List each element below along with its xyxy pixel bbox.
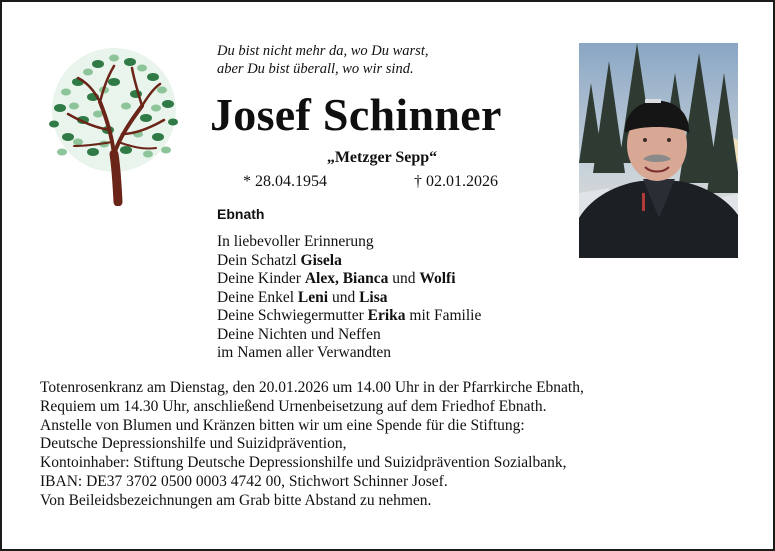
mourners-line bbox=[217, 252, 557, 271]
notice-line: Von Beileidsbezeichnungen am Grab bitte Abstand zu nehmen. bbox=[40, 491, 432, 509]
mourner-name: Alex, bbox=[304, 270, 339, 287]
relation-label: Deine Kinder bbox=[217, 270, 305, 287]
mourner-name: Lisa bbox=[359, 288, 388, 306]
conjunction: und bbox=[388, 270, 420, 287]
notice-line: Requiem um 14.30 Uhr, anschließend Urnenbeisetzung auf dem Friedhof Ebnath. bbox=[40, 397, 547, 415]
mourner-name: Bianca bbox=[342, 270, 389, 287]
mourners-line: In liebevoller Erinnerung bbox=[217, 233, 374, 250]
mourner-name: Erika bbox=[367, 307, 406, 324]
mourners-line: im Namen aller Verwandten bbox=[217, 344, 392, 361]
mourners-line bbox=[217, 289, 557, 308]
mourner-name: Wolfi bbox=[419, 270, 456, 287]
tree-icon bbox=[38, 42, 190, 206]
deceased-nickname: „Metzger Sepp“ bbox=[326, 149, 438, 166]
quote-line: Du bist nicht mehr da, wo Du warst, bbox=[217, 43, 429, 59]
birth-date: * 28.04.1954 bbox=[243, 173, 327, 190]
relation-label: Dein Schatzl bbox=[217, 251, 301, 269]
quote-line: aber Du bist überall, wo wir sind. bbox=[217, 61, 414, 77]
relation-label: Deine Enkel bbox=[217, 288, 298, 306]
service-notice bbox=[40, 379, 740, 511]
conjunction: und bbox=[328, 288, 360, 306]
mourners-line bbox=[217, 307, 557, 326]
notice-line: IBAN: DE37 3702 0500 0003 4742 00, Stichwort Schinner Josef. bbox=[40, 472, 448, 490]
mourner-name: Gisela bbox=[300, 251, 342, 269]
notice-line: Totenrosenkranz am Dienstag, den 20.01.2026 um 14.00 Uhr in der Pfarrkirche Ebnath, bbox=[40, 379, 584, 396]
notice-line: Kontoinhaber: Stiftung Deutsche Depressionshilfe und Suizidprävention Sozialbank, bbox=[40, 454, 567, 472]
notice-line: Anstelle von Blumen und Kränzen bitten wir um eine Spende für die Stiftung: bbox=[40, 416, 525, 434]
death-date: † 02.01.2026 bbox=[414, 173, 498, 190]
portrait-photo bbox=[579, 43, 738, 258]
mourners-line: Deine Nichten und Neffen bbox=[217, 325, 381, 343]
mourners-line bbox=[217, 270, 557, 289]
mourners-list bbox=[217, 233, 557, 363]
relation-label: Deine Schwiegermutter bbox=[217, 307, 368, 324]
notice-line: Deutsche Depressionshilfe und Suizidprävention, bbox=[40, 435, 347, 453]
hometown: Ebnath bbox=[217, 206, 265, 222]
memorial-quote bbox=[217, 42, 547, 78]
deceased-name: Josef Schinner bbox=[210, 89, 502, 140]
mourner-name: Leni bbox=[297, 288, 329, 306]
relation-suffix: mit Familie bbox=[405, 307, 482, 324]
